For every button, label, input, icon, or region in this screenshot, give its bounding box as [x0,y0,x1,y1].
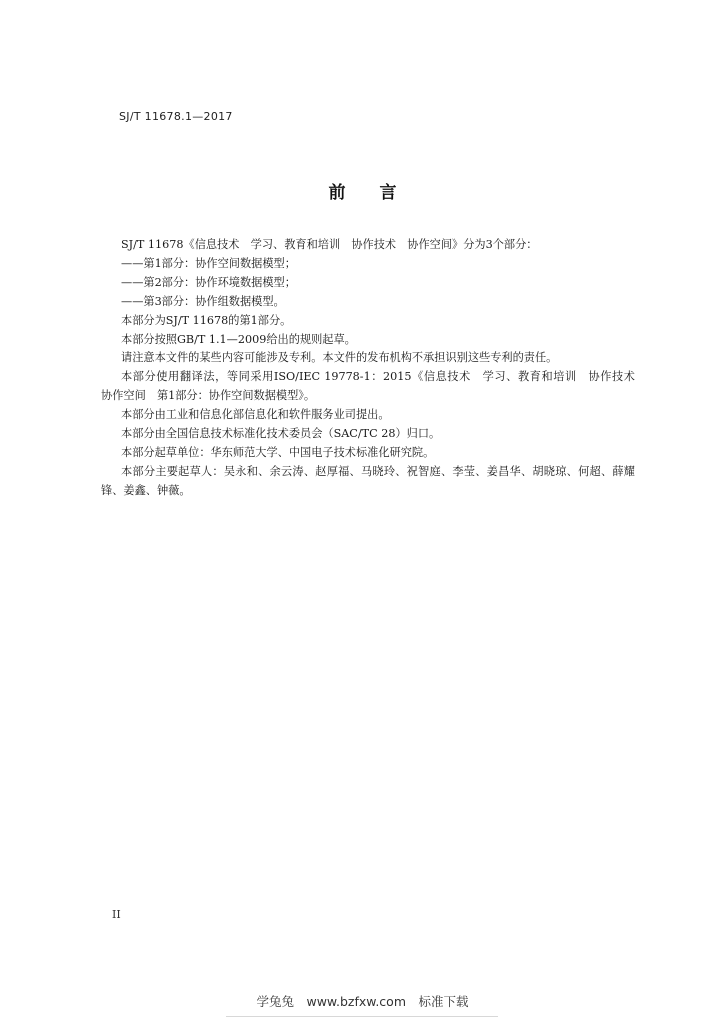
document-code: SJ/T 11678.1—2017 [119,110,233,123]
watermark-underline [226,1016,498,1017]
paragraph-part-1: ——第1部分：协作空间数据模型； [121,256,296,270]
paragraph-part-2: ——第2部分：协作环境数据模型； [121,275,296,289]
paragraph-responsible-committee: 本部分由全国信息技术标准化技术委员会（SAC/TC 28）归口。 [121,427,441,441]
paragraph-this-part: 本部分为SJ/T 11678的第1部分。 [121,313,292,327]
page-number: II [112,908,121,921]
paragraph-translation: 本部分使用翻译法，等同采用ISO/IEC 19778-1：2015《信息技术 学习、教育和培训 协作技术 协作空间 第1部分：协作空间数据模型》。 [101,370,647,403]
paragraph-series-intro: SJ/T 11678《信息技术 学习、教育和培训 协作技术 协作空间》分为3个部分： [121,238,538,251]
paragraph-drafting-rules: 本部分按照GB/T 1.1—2009给出的规则起草。 [121,332,356,346]
paragraph-drafters: 本部分主要起草人：吴永和、余云涛、赵厚福、马晓玲、祝智庭、李莹、姜昌华、胡晓琼、何超、薛耀锋、姜鑫、钟薇。 [101,464,635,497]
paragraph-patent-notice: 请注意本文件的某些内容可能涉及专利。本文件的发布机构不承担识别这些专利的责任。 [121,351,558,365]
paragraph-drafting-units: 本部分起草单位：华东师范大学、中国电子技术标准化研究院。 [121,445,435,459]
page-title: 前言 [328,183,431,203]
paragraph-part-3: ——第3部分：协作组数据模型。 [121,294,285,308]
foreword-body [101,236,647,501]
watermark-text: 学兔兔 www.bzfxw.com 标准下载 [256,994,469,1009]
paragraph-proposed-by: 本部分由工业和信息化部信息化和软件服务业司提出。 [121,408,390,422]
